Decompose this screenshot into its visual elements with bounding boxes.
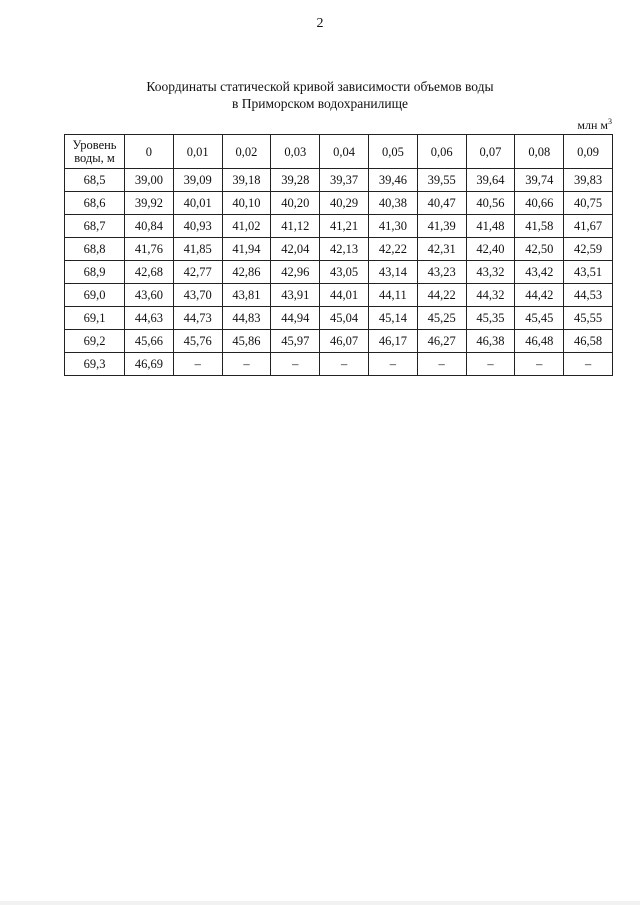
volume-cell: 43,42 bbox=[515, 261, 564, 284]
volume-cell: 42,59 bbox=[564, 238, 613, 261]
table-row bbox=[65, 215, 613, 238]
page-number: 2 bbox=[316, 16, 324, 31]
volume-cell: 45,45 bbox=[515, 307, 564, 330]
table-row bbox=[65, 284, 613, 307]
volume-table bbox=[64, 134, 613, 376]
volume-cell: 46,07 bbox=[320, 330, 369, 353]
volume-cell: 43,14 bbox=[368, 261, 417, 284]
header-column: 0,02 bbox=[222, 135, 271, 169]
volume-cell: 42,50 bbox=[515, 238, 564, 261]
row-level-cell: 69,3 bbox=[65, 353, 125, 376]
header-column: 0,07 bbox=[466, 135, 515, 169]
volume-cell: 46,27 bbox=[417, 330, 466, 353]
volume-cell: 46,58 bbox=[564, 330, 613, 353]
volume-cell: 44,01 bbox=[320, 284, 369, 307]
table-row bbox=[65, 307, 613, 330]
volume-cell: 41,48 bbox=[466, 215, 515, 238]
volume-cell: 40,75 bbox=[564, 192, 613, 215]
volume-cell: 40,66 bbox=[515, 192, 564, 215]
header-column: 0,08 bbox=[515, 135, 564, 169]
header-column: 0,04 bbox=[320, 135, 369, 169]
table-row bbox=[65, 353, 613, 376]
table-body bbox=[65, 169, 613, 376]
volume-cell: – bbox=[564, 353, 613, 376]
volume-cell: 45,66 bbox=[125, 330, 174, 353]
volume-cell: 42,13 bbox=[320, 238, 369, 261]
volume-cell: 45,04 bbox=[320, 307, 369, 330]
volume-cell: 41,02 bbox=[222, 215, 271, 238]
volume-cell: 43,60 bbox=[125, 284, 174, 307]
volume-cell: 44,22 bbox=[417, 284, 466, 307]
volume-cell: 44,32 bbox=[466, 284, 515, 307]
volume-cell: 44,73 bbox=[173, 307, 222, 330]
volume-cell: 39,92 bbox=[125, 192, 174, 215]
volume-cell: – bbox=[515, 353, 564, 376]
document-title bbox=[0, 78, 640, 112]
volume-cell: 41,21 bbox=[320, 215, 369, 238]
volume-cell: 40,47 bbox=[417, 192, 466, 215]
header-column: 0,09 bbox=[564, 135, 613, 169]
volume-cell: 39,55 bbox=[417, 169, 466, 192]
volume-cell: 39,09 bbox=[173, 169, 222, 192]
volume-cell: 39,46 bbox=[368, 169, 417, 192]
volume-cell: 46,48 bbox=[515, 330, 564, 353]
header-column: 0,01 bbox=[173, 135, 222, 169]
header-level-line-2: воды, м bbox=[74, 150, 115, 165]
table-row bbox=[65, 238, 613, 261]
volume-cell: – bbox=[271, 353, 320, 376]
volume-cell: 46,38 bbox=[466, 330, 515, 353]
volume-cell: 40,38 bbox=[368, 192, 417, 215]
volume-cell: 42,04 bbox=[271, 238, 320, 261]
volume-cell: 43,05 bbox=[320, 261, 369, 284]
volume-cell: 39,18 bbox=[222, 169, 271, 192]
row-level-cell: 68,8 bbox=[65, 238, 125, 261]
row-level-cell: 68,6 bbox=[65, 192, 125, 215]
volume-cell: 41,58 bbox=[515, 215, 564, 238]
row-level-cell: 68,5 bbox=[65, 169, 125, 192]
unit-superscript: 3 bbox=[608, 117, 612, 126]
unit-text: млн м bbox=[577, 118, 608, 132]
volume-cell: 39,74 bbox=[515, 169, 564, 192]
volume-cell: 39,00 bbox=[125, 169, 174, 192]
volume-cell: 41,30 bbox=[368, 215, 417, 238]
title-line-1: Координаты статической кривой зависимости объемов воды bbox=[146, 79, 494, 94]
volume-cell: 40,10 bbox=[222, 192, 271, 215]
volume-cell: 45,14 bbox=[368, 307, 417, 330]
volume-cell: 39,37 bbox=[320, 169, 369, 192]
row-level-cell: 69,2 bbox=[65, 330, 125, 353]
volume-cell: 40,01 bbox=[173, 192, 222, 215]
volume-cell: 41,85 bbox=[173, 238, 222, 261]
volume-cell: 45,76 bbox=[173, 330, 222, 353]
volume-cell: 42,96 bbox=[271, 261, 320, 284]
volume-cell: 41,39 bbox=[417, 215, 466, 238]
volume-cell: 45,55 bbox=[564, 307, 613, 330]
volume-cell: – bbox=[368, 353, 417, 376]
header-level-line-1: Уровень bbox=[72, 137, 117, 152]
volume-cell: 46,17 bbox=[368, 330, 417, 353]
volume-cell: 42,68 bbox=[125, 261, 174, 284]
volume-cell: 43,23 bbox=[417, 261, 466, 284]
volume-cell: 46,69 bbox=[125, 353, 174, 376]
volume-cell: 42,40 bbox=[466, 238, 515, 261]
volume-cell: 44,42 bbox=[515, 284, 564, 307]
row-level-cell: 69,1 bbox=[65, 307, 125, 330]
table-row bbox=[65, 169, 613, 192]
volume-cell: 44,63 bbox=[125, 307, 174, 330]
volume-cell: 41,12 bbox=[271, 215, 320, 238]
volume-cell: 42,77 bbox=[173, 261, 222, 284]
header-column: 0,06 bbox=[417, 135, 466, 169]
table-row bbox=[65, 261, 613, 284]
volume-cell: 45,25 bbox=[417, 307, 466, 330]
volume-cell: 42,31 bbox=[417, 238, 466, 261]
volume-cell: 39,64 bbox=[466, 169, 515, 192]
volume-cell: 44,53 bbox=[564, 284, 613, 307]
header-column: 0,05 bbox=[368, 135, 417, 169]
volume-cell: 40,29 bbox=[320, 192, 369, 215]
volume-cell: 43,81 bbox=[222, 284, 271, 307]
volume-cell: 41,67 bbox=[564, 215, 613, 238]
volume-cell: 40,84 bbox=[125, 215, 174, 238]
volume-cell: 45,97 bbox=[271, 330, 320, 353]
volume-cell: 43,91 bbox=[271, 284, 320, 307]
row-level-cell: 69,0 bbox=[65, 284, 125, 307]
title-line-2: в Приморском водохранилище bbox=[231, 96, 408, 111]
volume-cell: – bbox=[320, 353, 369, 376]
unit-label bbox=[560, 118, 612, 133]
volume-cell: 43,32 bbox=[466, 261, 515, 284]
volume-cell: 44,11 bbox=[368, 284, 417, 307]
volume-cell: 44,94 bbox=[271, 307, 320, 330]
volume-cell: 42,22 bbox=[368, 238, 417, 261]
volume-cell: 43,51 bbox=[564, 261, 613, 284]
table-row bbox=[65, 192, 613, 215]
header-column: 0 bbox=[125, 135, 174, 169]
table-row bbox=[65, 330, 613, 353]
volume-cell: – bbox=[173, 353, 222, 376]
volume-cell: 39,83 bbox=[564, 169, 613, 192]
volume-cell: 40,56 bbox=[466, 192, 515, 215]
volume-cell: – bbox=[417, 353, 466, 376]
header-column: 0,03 bbox=[271, 135, 320, 169]
volume-cell: – bbox=[466, 353, 515, 376]
volume-cell: 43,70 bbox=[173, 284, 222, 307]
volume-cell: 44,83 bbox=[222, 307, 271, 330]
header-level bbox=[65, 135, 125, 169]
row-level-cell: 68,7 bbox=[65, 215, 125, 238]
volume-cell: 40,20 bbox=[271, 192, 320, 215]
volume-cell: 39,28 bbox=[271, 169, 320, 192]
volume-cell: 42,86 bbox=[222, 261, 271, 284]
row-level-cell: 68,9 bbox=[65, 261, 125, 284]
volume-cell: 45,86 bbox=[222, 330, 271, 353]
table-header-row bbox=[65, 135, 613, 169]
volume-cell: 41,94 bbox=[222, 238, 271, 261]
volume-cell: 41,76 bbox=[125, 238, 174, 261]
volume-cell: 45,35 bbox=[466, 307, 515, 330]
page-bottom-edge bbox=[0, 901, 640, 905]
volume-cell: 40,93 bbox=[173, 215, 222, 238]
volume-cell: – bbox=[222, 353, 271, 376]
